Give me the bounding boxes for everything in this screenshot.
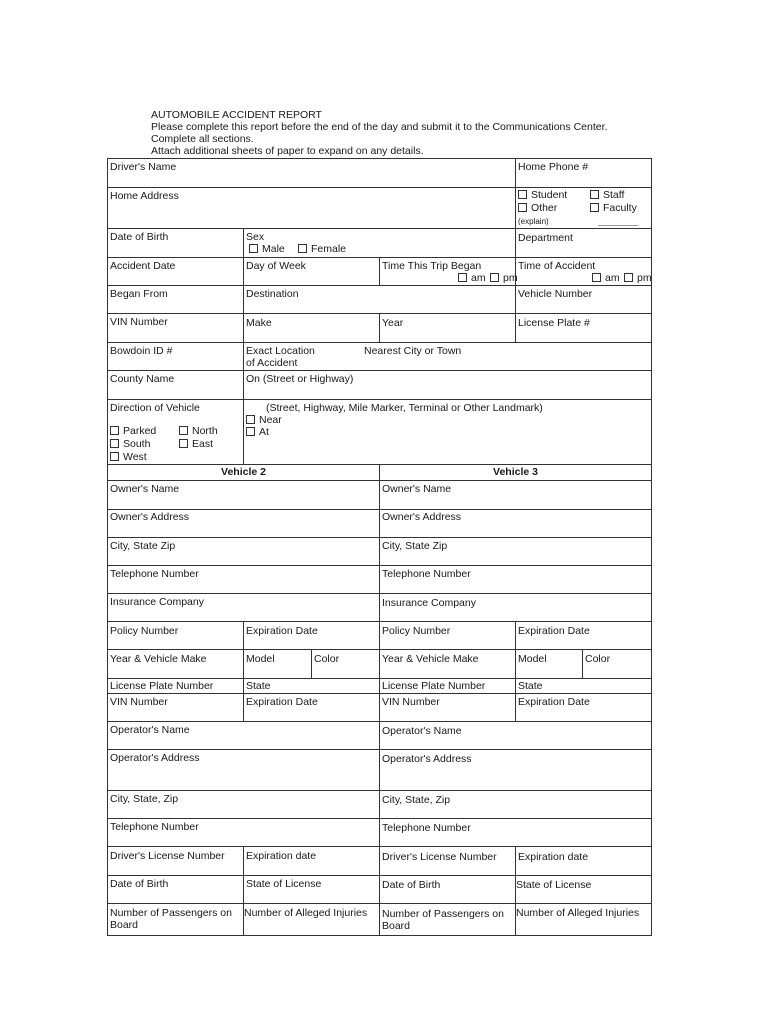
v3-policy-number-label: Policy Number bbox=[382, 625, 451, 637]
v2-model-label: Model bbox=[246, 653, 275, 665]
home-address-label: Home Address bbox=[110, 190, 179, 202]
checkbox-icon bbox=[298, 244, 307, 253]
vehicle-3-title: Vehicle 3 bbox=[493, 466, 538, 478]
v3-telephone-label: Telephone Number bbox=[382, 568, 471, 580]
checkbox-icon bbox=[179, 426, 188, 435]
male-checkbox[interactable]: Male bbox=[249, 243, 285, 255]
checkbox-icon bbox=[518, 190, 527, 199]
v2-owners-address-label: Owner's Address bbox=[110, 511, 190, 523]
checkbox-icon bbox=[590, 203, 599, 212]
staff-checkbox[interactable]: Staff bbox=[590, 189, 624, 201]
v3-city-state-zip2-label: City, State, Zip bbox=[382, 794, 451, 806]
v3-dl-expiration-label: Expiration date bbox=[518, 851, 589, 863]
v2-operators-name-label: Operator's Name bbox=[110, 724, 190, 736]
vehicle-number-label: Vehicle Number bbox=[518, 288, 593, 300]
v2-owners-name-label: Owner's Name bbox=[110, 483, 180, 495]
checkbox-icon bbox=[249, 244, 258, 253]
exact-location-label-2: of Accident bbox=[246, 357, 298, 369]
v3-state-of-license-label: State of License bbox=[516, 879, 592, 891]
instruction-line-3: Attach additional sheets of paper to expand on any details. bbox=[151, 145, 424, 157]
v3-injuries-label: Number of Alleged Injuries bbox=[516, 907, 640, 919]
v2-city-state-zip2-label: City, State, Zip bbox=[110, 793, 179, 805]
v2-state-of-license-label: State of License bbox=[246, 878, 322, 890]
v3-dl-number-label: Driver's License Number bbox=[382, 851, 497, 863]
v3-plate-number-label: License Plate Number bbox=[382, 680, 486, 692]
report-title: AUTOMOBILE ACCIDENT REPORT bbox=[151, 109, 322, 121]
checkbox-icon bbox=[110, 452, 119, 461]
vin-number-label: VIN Number bbox=[110, 316, 168, 328]
on-street-label: On (Street or Highway) bbox=[246, 373, 354, 385]
checkbox-icon bbox=[246, 427, 255, 436]
v3-owners-address-label: Owner's Address bbox=[382, 511, 462, 523]
v2-vin-expiration-label: Expiration Date bbox=[246, 696, 318, 708]
v3-vin-expiration-label: Expiration Date bbox=[518, 696, 590, 708]
checkbox-icon bbox=[179, 439, 188, 448]
home-phone-label: Home Phone # bbox=[518, 161, 589, 173]
checkbox-icon bbox=[518, 203, 527, 212]
v2-passengers-label-1: Number of Passengers on bbox=[110, 907, 232, 919]
destination-label: Destination bbox=[246, 288, 299, 300]
bowdoin-id-label: Bowdoin ID # bbox=[110, 345, 173, 357]
v3-operators-address-label: Operator's Address bbox=[382, 753, 472, 765]
checkbox-icon bbox=[458, 273, 467, 282]
v2-year-make-label: Year & Vehicle Make bbox=[110, 653, 207, 665]
checkbox-icon bbox=[624, 273, 633, 282]
parked-checkbox[interactable]: Parked bbox=[110, 425, 156, 437]
north-checkbox[interactable]: North bbox=[179, 425, 218, 437]
faculty-checkbox[interactable]: Faculty bbox=[590, 202, 637, 214]
sex-label: Sex bbox=[246, 231, 265, 243]
v2-insurance-label: Insurance Company bbox=[110, 596, 204, 608]
west-checkbox[interactable]: West bbox=[110, 451, 147, 463]
v2-operators-address-label: Operator's Address bbox=[110, 752, 200, 764]
v2-dl-expiration-label: Expiration date bbox=[246, 850, 317, 862]
female-checkbox[interactable]: Female bbox=[298, 243, 346, 255]
v3-vin-label: VIN Number bbox=[382, 696, 440, 708]
v2-dob-label: Date of Birth bbox=[110, 878, 169, 890]
v3-model-label: Model bbox=[518, 653, 547, 665]
v3-state-label: State bbox=[518, 680, 543, 692]
county-name-label: County Name bbox=[110, 373, 175, 385]
v2-plate-number-label: License Plate Number bbox=[110, 680, 214, 692]
v3-owners-name-label: Owner's Name bbox=[382, 483, 452, 495]
time-trip-began-label: Time This Trip Began bbox=[382, 260, 482, 272]
report-header bbox=[151, 109, 607, 157]
v3-city-state-zip-label: City, State Zip bbox=[382, 540, 448, 552]
v3-color-label: Color bbox=[585, 653, 611, 665]
v3-operators-name-label: Operator's Name bbox=[382, 725, 462, 737]
v2-vin-label: VIN Number bbox=[110, 696, 168, 708]
checkbox-icon bbox=[110, 439, 119, 448]
explain-line bbox=[598, 225, 638, 226]
v2-expiration-date-label: Expiration Date bbox=[246, 625, 318, 637]
v2-city-state-zip-label: City, State Zip bbox=[110, 540, 176, 552]
dob-label: Date of Birth bbox=[110, 231, 169, 243]
at-checkbox[interactable]: At bbox=[246, 426, 269, 438]
checkbox-icon bbox=[110, 426, 119, 435]
direction-label: Direction of Vehicle bbox=[110, 402, 200, 414]
student-checkbox[interactable]: Student bbox=[518, 189, 567, 201]
v3-telephone2-label: Telephone Number bbox=[382, 822, 471, 834]
trip-pm-checkbox[interactable]: pm bbox=[490, 272, 518, 284]
v2-dl-number-label: Driver's License Number bbox=[110, 850, 225, 862]
began-from-label: Began From bbox=[110, 288, 168, 300]
checkbox-icon bbox=[590, 190, 599, 199]
license-plate-label: License Plate # bbox=[518, 317, 590, 329]
accident-pm-checkbox[interactable]: pm bbox=[624, 272, 652, 284]
checkbox-icon bbox=[592, 273, 601, 282]
v3-passengers-label-2: Board bbox=[382, 920, 411, 932]
checkbox-icon bbox=[246, 415, 255, 424]
v2-telephone2-label: Telephone Number bbox=[110, 821, 199, 833]
trip-am-checkbox[interactable]: am bbox=[458, 272, 486, 284]
make-label: Make bbox=[246, 317, 272, 329]
v3-dob-label: Date of Birth bbox=[382, 879, 441, 891]
v2-state-label: State bbox=[246, 680, 271, 692]
v2-color-label: Color bbox=[314, 653, 340, 665]
day-of-week-label: Day of Week bbox=[246, 260, 306, 272]
near-checkbox[interactable]: Near bbox=[246, 414, 282, 426]
v2-telephone-label: Telephone Number bbox=[110, 568, 199, 580]
landmark-label: (Street, Highway, Mile Marker, Terminal or Other Landmark) bbox=[266, 402, 543, 414]
nearest-city-label: Nearest City or Town bbox=[364, 345, 462, 357]
exact-location-label-1: Exact Location bbox=[246, 345, 315, 357]
year-label: Year bbox=[382, 317, 404, 329]
other-checkbox[interactable]: Other bbox=[518, 202, 557, 214]
v3-expiration-date-label: Expiration Date bbox=[518, 625, 590, 637]
east-checkbox[interactable]: East bbox=[179, 438, 213, 450]
v2-passengers-label-2: Board bbox=[110, 919, 139, 931]
v3-passengers-label-1: Number of Passengers on bbox=[382, 908, 504, 920]
drivers-name-label: Driver's Name bbox=[110, 161, 177, 173]
v2-policy-number-label: Policy Number bbox=[110, 625, 179, 637]
v2-injuries-label: Number of Alleged Injuries bbox=[244, 907, 368, 919]
time-of-accident-label: Time of Accident bbox=[518, 260, 596, 272]
v3-insurance-label: Insurance Company bbox=[382, 597, 476, 609]
department-label: Department bbox=[518, 232, 573, 244]
south-checkbox[interactable]: South bbox=[110, 438, 150, 450]
instruction-line-2: Complete all sections. bbox=[151, 133, 254, 145]
instruction-line-1: Please complete this report before the end of the day and submit it to the Communications Center. bbox=[151, 121, 608, 133]
vehicle-2-title: Vehicle 2 bbox=[221, 466, 266, 478]
checkbox-icon bbox=[490, 273, 499, 282]
explain-label: (explain) bbox=[518, 217, 549, 226]
accident-am-checkbox[interactable]: am bbox=[592, 272, 620, 284]
v3-year-make-label: Year & Vehicle Make bbox=[382, 653, 479, 665]
accident-date-label: Accident Date bbox=[110, 260, 176, 272]
